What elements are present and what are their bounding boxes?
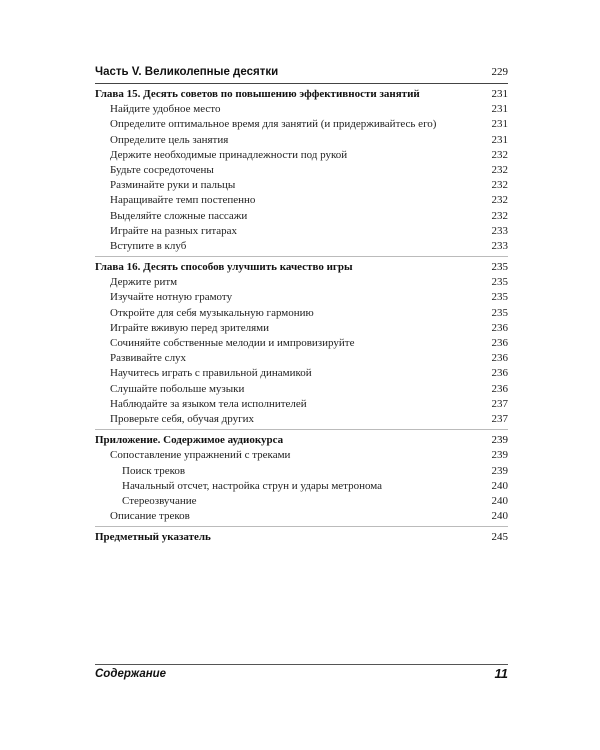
entry-title: Определите цель занятия bbox=[110, 133, 229, 146]
entry-page: 232 bbox=[491, 179, 508, 192]
part-title: Часть V. Великолепные десятки bbox=[95, 66, 279, 78]
toc-entry bbox=[95, 509, 508, 524]
entry-page: 233 bbox=[491, 239, 508, 252]
index-heading bbox=[95, 530, 508, 545]
toc-entry bbox=[95, 382, 508, 397]
entry-title: Найдите удобное место bbox=[110, 103, 221, 116]
entry-title: Начальный отсчет, настройка струн и удары метронома bbox=[122, 479, 383, 492]
entry-page: 232 bbox=[491, 148, 508, 161]
entry-title: Наращивайте темп постепенно bbox=[110, 194, 256, 207]
entry-title: Вступите в клуб bbox=[110, 239, 187, 252]
entry-page: 236 bbox=[491, 382, 508, 395]
toc-entry bbox=[95, 239, 508, 254]
entry-title: Наблюдайте за языком тела исполнителей bbox=[110, 397, 307, 410]
chapter-15-title: Глава 15. Десять советов по повышению эффективности занятий bbox=[95, 88, 420, 100]
entry-page: 240 bbox=[491, 494, 508, 507]
toc-entry bbox=[95, 193, 508, 208]
toc-entry bbox=[95, 321, 508, 336]
entry-title: Изучайте нотную грамоту bbox=[110, 291, 233, 304]
footer-rule bbox=[95, 664, 508, 665]
toc-subentry bbox=[95, 464, 508, 479]
entry-title: Слушайте побольше музыки bbox=[110, 382, 245, 395]
toc-entry bbox=[95, 397, 508, 412]
appendix-page: 239 bbox=[491, 434, 508, 447]
entry-title: Поиск треков bbox=[122, 464, 186, 477]
entry-title: Научитесь играть с правильной динамикой bbox=[110, 367, 312, 380]
footer-page-number: 11 bbox=[494, 666, 508, 681]
entry-title: Развивайте слух bbox=[110, 352, 187, 365]
entry-page: 233 bbox=[491, 224, 508, 237]
index-title: Предметный указатель bbox=[95, 531, 211, 544]
toc-entry bbox=[95, 102, 508, 117]
toc-entry bbox=[95, 306, 508, 321]
index-page: 245 bbox=[491, 531, 508, 544]
toc-entry bbox=[95, 163, 508, 178]
entry-title: Стереозвучание bbox=[122, 494, 197, 507]
chapter-divider bbox=[95, 526, 508, 527]
entry-title: Держите ритм bbox=[110, 276, 178, 289]
entry-page: 239 bbox=[491, 464, 508, 477]
toc-entry bbox=[95, 133, 508, 148]
entry-title: Сопоставление упражнений с треками bbox=[110, 449, 291, 462]
footer-section-title: Содержание bbox=[95, 668, 167, 680]
chapter-16-heading bbox=[95, 260, 508, 275]
entry-title: Играйте на разных гитарах bbox=[110, 224, 238, 237]
toc-entry bbox=[95, 209, 508, 224]
entry-page: 239 bbox=[491, 449, 508, 462]
table-of-contents bbox=[95, 64, 508, 545]
entry-page: 232 bbox=[491, 209, 508, 222]
entry-page: 231 bbox=[491, 133, 508, 146]
entry-title: Описание треков bbox=[110, 510, 190, 523]
chapter-divider bbox=[95, 256, 508, 257]
toc-subentry bbox=[95, 479, 508, 494]
entry-page: 231 bbox=[491, 103, 508, 116]
entry-page: 232 bbox=[491, 194, 508, 207]
toc-entry bbox=[95, 351, 508, 366]
chapter-16-page: 235 bbox=[491, 261, 508, 274]
part-page: 229 bbox=[491, 66, 508, 78]
entry-page: 231 bbox=[491, 118, 508, 131]
entry-page: 237 bbox=[491, 397, 508, 410]
entry-title: Откройте для себя музыкальную гармонию bbox=[110, 306, 314, 319]
chapter-15-page: 231 bbox=[491, 88, 508, 100]
entry-page: 240 bbox=[491, 479, 508, 492]
toc-entry bbox=[95, 275, 508, 290]
entry-page: 237 bbox=[491, 412, 508, 425]
entry-page: 236 bbox=[491, 352, 508, 365]
entry-title: Определите оптимальное время для занятий (и придерживайтесь его) bbox=[110, 118, 437, 131]
toc-entry bbox=[95, 178, 508, 193]
entry-page: 235 bbox=[491, 291, 508, 304]
chapter-16-title: Глава 16. Десять способов улучшить качество игры bbox=[95, 261, 353, 274]
entry-title: Будьте сосредоточены bbox=[110, 163, 214, 176]
entry-page: 240 bbox=[491, 510, 508, 523]
toc-entry bbox=[95, 148, 508, 163]
toc-entry bbox=[95, 412, 508, 427]
toc-entry bbox=[95, 117, 508, 132]
entry-page: 236 bbox=[491, 321, 508, 334]
appendix-title: Приложение. Содержимое аудиокурса bbox=[95, 434, 284, 447]
entry-page: 236 bbox=[491, 337, 508, 349]
toc-entry bbox=[95, 336, 508, 351]
part-heading bbox=[95, 64, 508, 81]
entry-title: Выделяйте сложные пассажи bbox=[110, 209, 248, 222]
entry-page: 232 bbox=[491, 163, 508, 176]
toc-entry bbox=[95, 290, 508, 305]
toc-subentry bbox=[95, 494, 508, 509]
entry-title: Держите необходимые принадлежности под рукой bbox=[110, 148, 348, 161]
entry-page: 236 bbox=[491, 367, 508, 380]
entry-page: 235 bbox=[491, 276, 508, 289]
entry-title: Сочиняйте собственные мелодии и импровизируйте bbox=[110, 337, 355, 349]
toc-entry bbox=[95, 448, 508, 463]
toc-entry bbox=[95, 366, 508, 381]
entry-title: Играйте вживую перед зрителями bbox=[110, 321, 269, 334]
part-divider bbox=[95, 83, 508, 84]
chapter-divider bbox=[95, 429, 508, 430]
entry-title: Проверьте себя, обучая других bbox=[110, 412, 255, 425]
appendix-heading bbox=[95, 433, 508, 448]
chapter-15-heading bbox=[95, 87, 508, 102]
entry-title: Разминайте руки и пальцы bbox=[110, 179, 236, 192]
entry-page: 235 bbox=[491, 306, 508, 319]
toc-entry bbox=[95, 224, 508, 239]
